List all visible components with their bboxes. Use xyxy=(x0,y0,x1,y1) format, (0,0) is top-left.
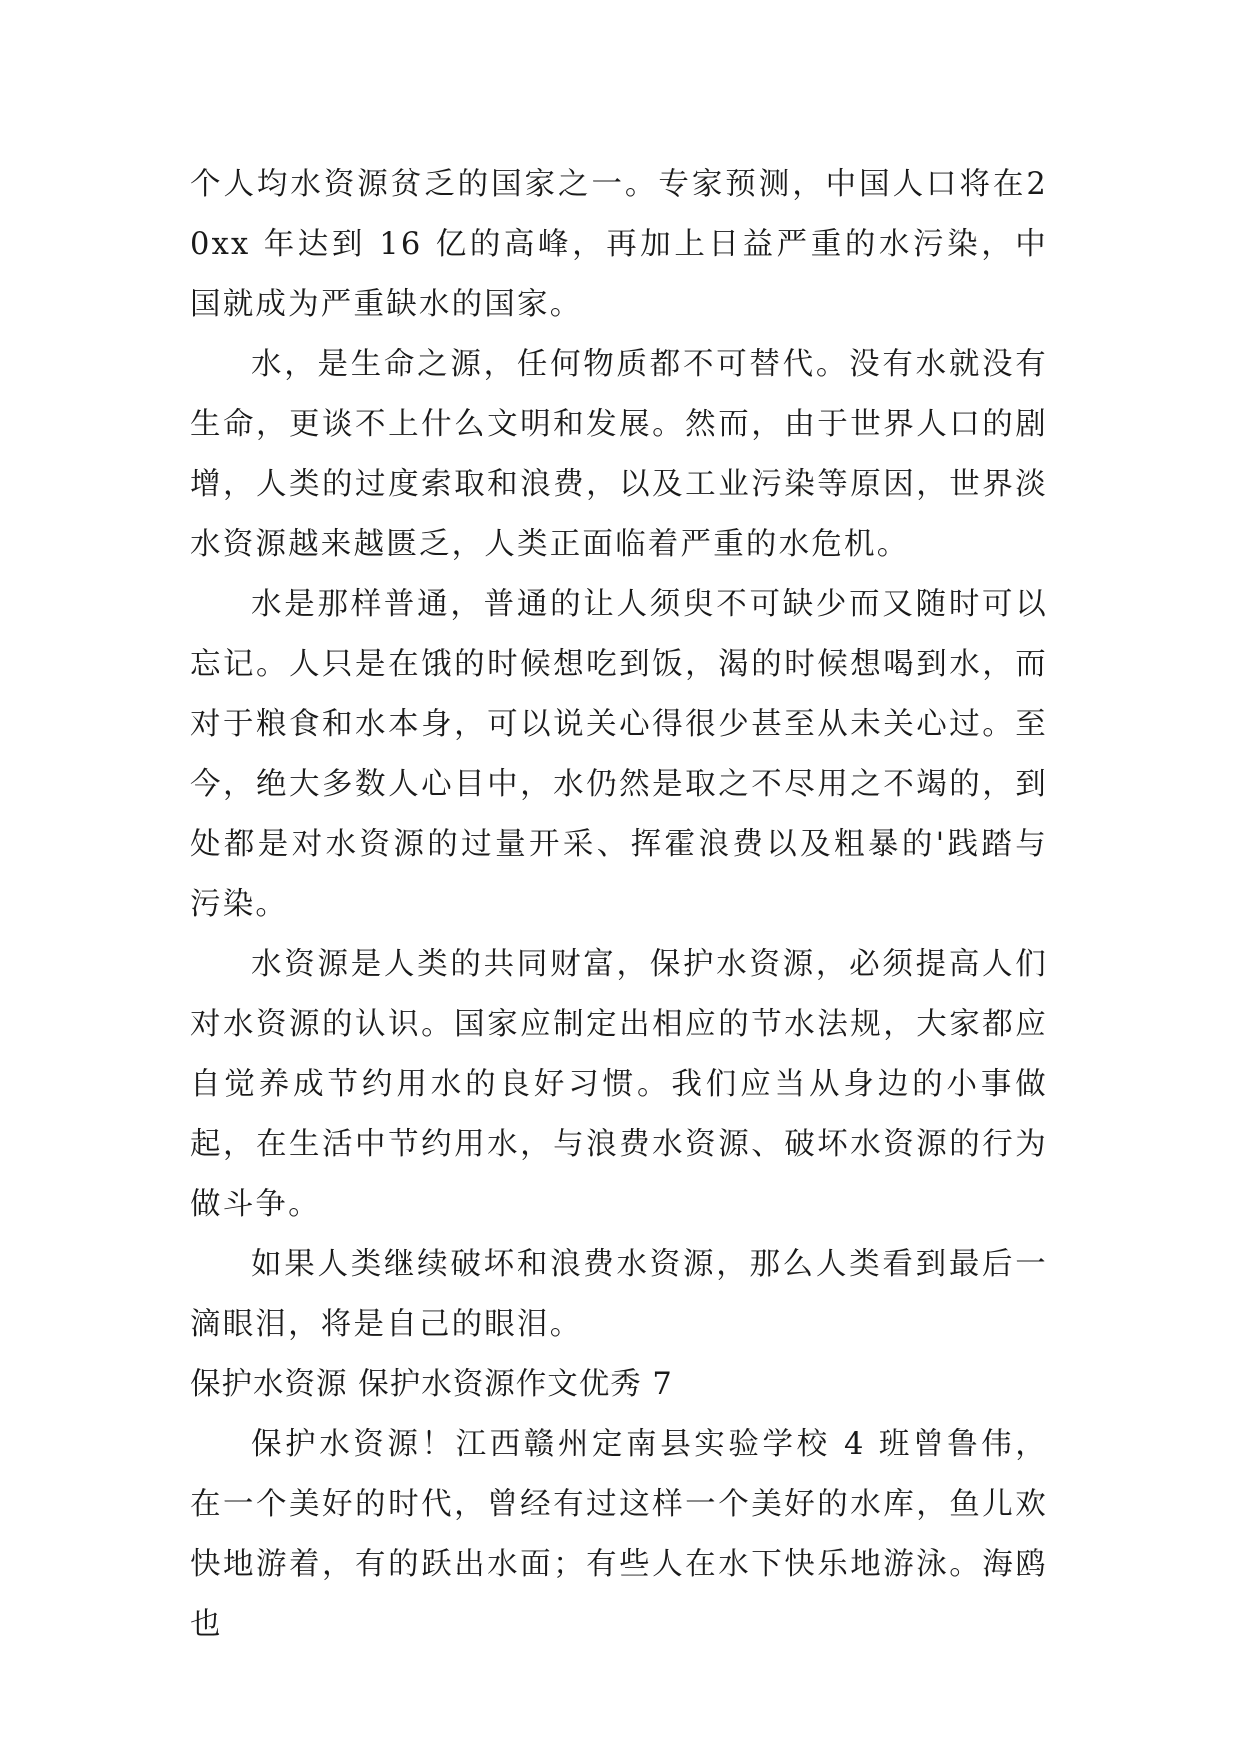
essay-heading: 保护水资源 保护水资源作文优秀 7 xyxy=(190,1367,673,1402)
paragraph-last-tear: 如果人类继续破坏和浪费水资源，那么人类看到最后一滴眼泪，将是自己的眼泪。 xyxy=(190,1247,1048,1342)
paragraph-continuation: 个人均水资源贫乏的国家之一。专家预测，中国人口将在20xx 年达到 16 亿的高峰，再加上日益严重的水污染，中国就成为严重缺水的国家。 xyxy=(190,167,1048,322)
paragraph-water-source-of-life: 水，是生命之源，任何物质都不可替代。没有水就没有生命，更谈不上什么文明和发展。然而，由于世界人口的剧增，人类的过度索取和浪费，以及工业污染等原因，世界淡水资源越来越匮乏，人类正面临着严重的水危机。 xyxy=(190,347,1048,562)
paragraph-essay-start: 保护水资源！江西赣州定南县实验学校 4 班曾鲁伟，在一个美好的时代，曾经有过这样一个美好的水库，鱼儿欢快地游着，有的跃出水面；有些人在水下快乐地游泳。海鸥也 xyxy=(190,1427,1048,1642)
document-body xyxy=(190,155,1048,1655)
paragraph-common-wealth: 水资源是人类的共同财富，保护水资源，必须提高人们对水资源的认识。国家应制定出相应的节水法规，大家都应自觉养成节约用水的良好习惯。我们应当从身边的小事做起，在生活中节约用水，与浪费水资源、破坏水资源的行为做斗争。 xyxy=(190,947,1048,1222)
paragraph-water-ordinary: 水是那样普通，普通的让人须臾不可缺少而又随时可以忘记。人只是在饿的时候想吃到饭，渴的时候想喝到水，而对于粮食和水本身，可以说关心得很少甚至从未关心过。至今，绝大多数人心目中，水仍然是取之不尽用之不竭的，到处都是对水资源的过量开采、挥霍浪费以及粗暴的'践踏与污染。 xyxy=(190,587,1048,922)
